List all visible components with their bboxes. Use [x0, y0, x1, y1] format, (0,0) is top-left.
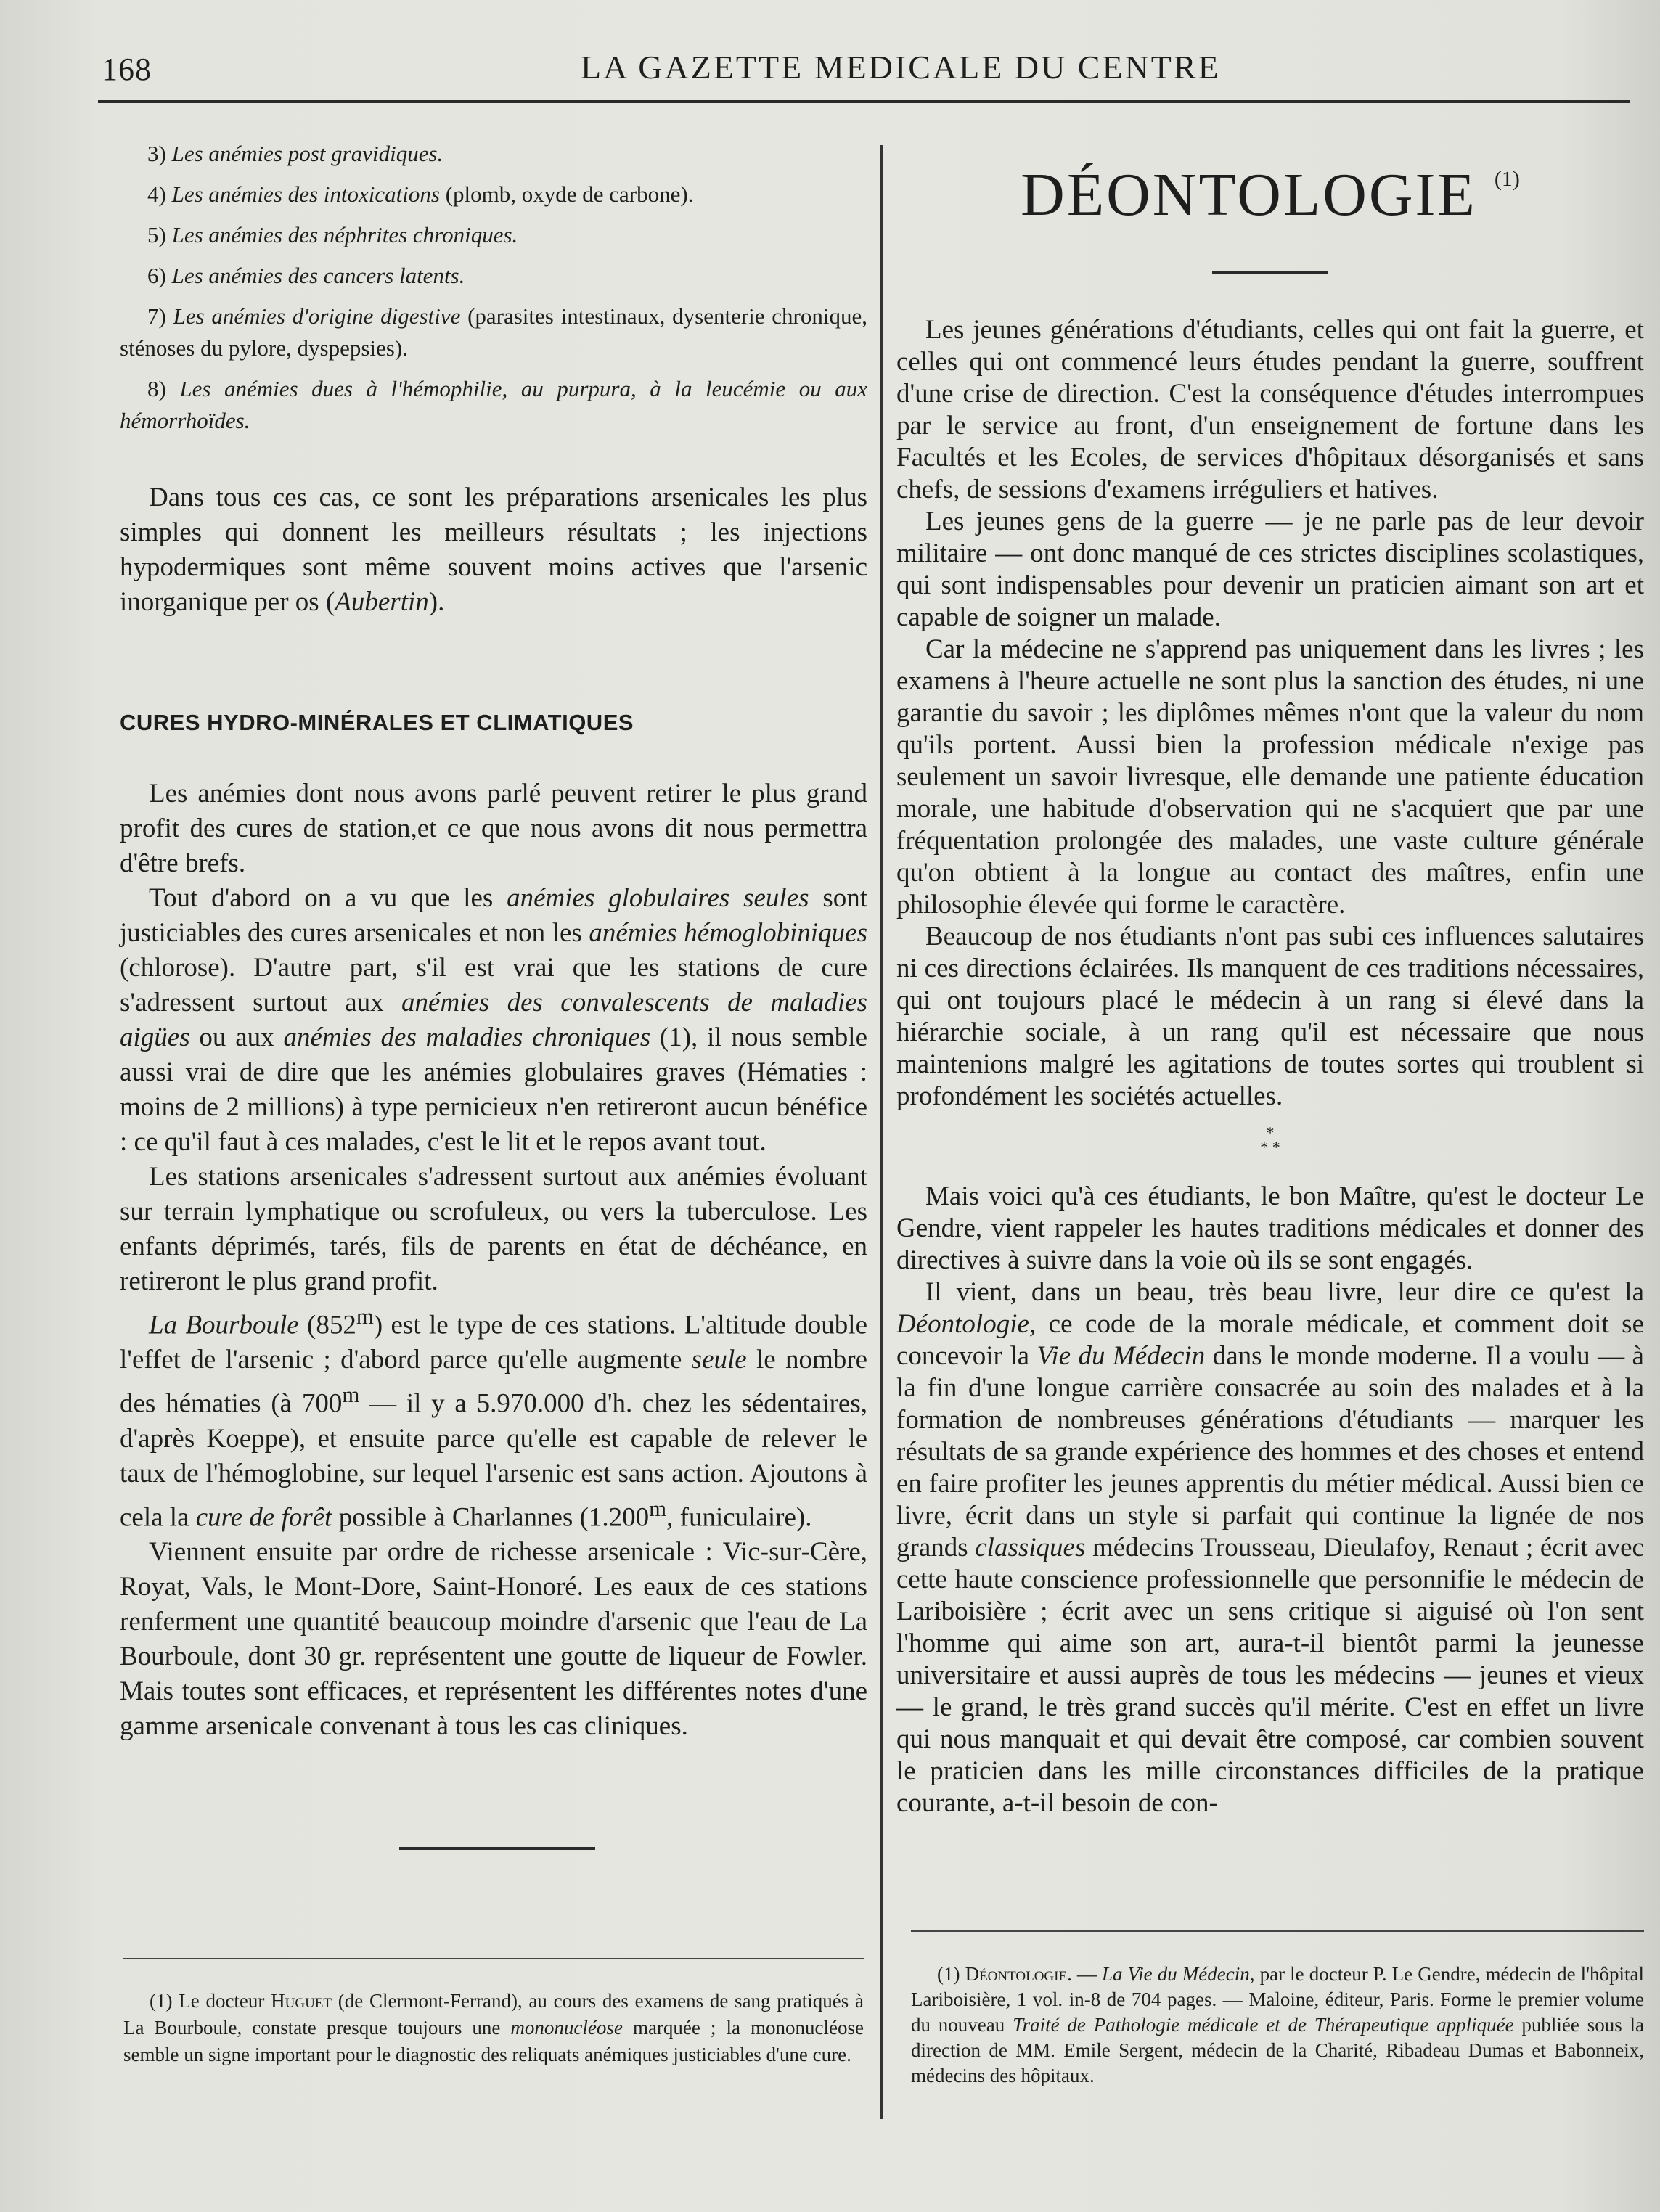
page-header: [102, 38, 1640, 103]
list-item: [120, 138, 867, 170]
section-heading: CURES HYDRO-MINÉRALES ET CLIMATIQUES: [120, 710, 634, 735]
list-text: Les anémies d'origine digestive: [173, 303, 461, 329]
author-name: Aubertin: [335, 587, 429, 617]
paragraph: Les jeunes générations d'étudiants, celles qui ont fait la guerre, et celles qui ont commencé leurs études pendant la guerre, souffrent d'une crise de direction. C'est la conséquence d'études interrompues par le service au front, d'un enseignement de fortune dans les Facultés et les Ecoles, de services d'hôpitaux désorganisés et sans chefs, de sessions d'examens irréguliers et hatives.: [896, 315, 1644, 505]
title-footnote-marker: (1): [1494, 167, 1520, 191]
list-text: Les anémies des cancers latents.: [171, 263, 465, 288]
list-item: [120, 260, 867, 292]
list-number: 4): [147, 181, 166, 207]
header-rule: [98, 100, 1630, 103]
section-break-asterisks: [896, 1123, 1644, 1157]
footnote-rule: [123, 1958, 864, 1959]
list-number: 5): [147, 222, 166, 247]
running-title: LA GAZETTE MEDICALE DU CENTRE: [581, 49, 1221, 86]
footnote-right: (1) Déontologie. — La Vie du Médecin, par le docteur P. Le Gendre, médecin de l'hôpital Lariboisière, 1 vol. in-8 de 704 pages. — Maloine, éditeur, Paris. Forme le premier volume du nouveau Traité de Pathologie médicale et de Thérapeutique appliquée publiée sous la direction de MM. Emile Sergent, médecin de la Charité, Ribadeau Dumas et Babonneix, médecins des hôpitaux.: [911, 1963, 1645, 2086]
paragraph: Beaucoup de nos étudiants n'ont pas subi ces influences salutaires ni ces directions éclairées. Ils manquent de ces traditions nécessaires, qui ont toujours placé le médecin à un rang si élevé dans la hiérarchie sociale, à un rang qu'il est nécessaire que nous maintenions malgré les agitations de toutes sortes qui troublent si profondément les sociétés actuelles.: [896, 922, 1644, 1112]
column-divider: [880, 145, 883, 2119]
paragraph: Tout d'abord on a vu que les anémies globulaires seules sont justiciables des cures arsenicales et non les anémies hémoglobiniques (chlorose). D'autre part, s'il est vrai que les stations de cure s'adressent surtout aux anémies des convalescents de maladies aigües ou aux anémies des maladies chroniques (1), il nous semble aussi vrai de dire que les anémies globulaires graves (Hématies : moins de 2 millions) à type pernicieux n'en retireront aucun bénéfice : ce qu'il faut à ces malades, c'est le lit et le repos avant tout.: [120, 883, 868, 1157]
anemia-list: [120, 138, 867, 437]
list-item: [120, 219, 867, 251]
list-text-tail: (plomb, oxyde de carbone).: [439, 181, 694, 207]
list-item: [120, 300, 867, 364]
list-number: 3): [147, 141, 166, 166]
article-title: [896, 160, 1644, 230]
list-text: Les anémies des intoxications: [171, 181, 440, 207]
title-text: DÉONTOLOGIE: [1021, 161, 1477, 229]
list-text: Les anémies post gravidiques.: [171, 141, 443, 166]
list-item: [120, 373, 867, 437]
paragraph: Mais voici qu'à ces étudiants, le bon Maître, qu'est le docteur Le Gendre, vient rappeler les hautes traditions médicales et donner des directives à suivre dans la voie où ils se sont engagés.: [896, 1181, 1644, 1276]
footnote-rule: [911, 1930, 1644, 1932]
paragraph-arsenic: Dans tous ces cas, ce sont les préparations arsenicales les plus simples qui donnent les meilleurs résultats ; les injections hypodermiques sont même souvent moins actives que l'arsenic inorganique per os (Aubertin).: [120, 483, 867, 617]
list-number: 7): [147, 303, 166, 329]
paragraph: La Bourboule (852$^m$) est le type de ces stations. L'altitude double l'effet de l'arsenic ; d'abord parce qu'elle augmente seule le nombre des hématies (à 700$^m$ — il y a 5.970.000 d'h. chez les sédentaires, d'après Koeppe), et ensuite parce qu'elle est capable de relever le taux de l'hémoglobine, sur lequel l'arsenic est sans action. Ajoutons à cela la cure de forêt possible à Charlannes (1.200$^m$, funiculaire).: [120, 1304, 868, 1532]
page-number: 168: [102, 52, 152, 87]
list-text: Les anémies des néphrites chroniques.: [171, 222, 518, 247]
paragraph: Les stations arsenicales s'adressent surtout aux anémies évoluant sur terrain lymphatique ou scrofuleux, ou vers la tuberculose. Les enfants déprimés, tarés, fils de parents en état de déchéance, en retireront le plus grand profit.: [120, 1162, 867, 1296]
list-number: 6): [147, 263, 166, 288]
asterisk-top: *: [1266, 1123, 1275, 1142]
list-item: [120, 179, 867, 210]
left-column: [120, 138, 867, 1744]
section-end-rule: [399, 1847, 595, 1850]
paragraph: Viennent ensuite par ordre de richesse arsenicale : Vic-sur-Cère, Royat, Vals, le Mont-Dore, Saint-Honoré. Les eaux de ces stations renferment une quantité beaucoup moindre d'arsenic que l'eau de La Bourboule, dont 30 gr. représentent une goutte de liqueur de Fowler. Mais toutes sont efficaces, et représentent les différentes notes d'une gamme arsenicale convenant à tous les cas cliniques.: [120, 1536, 867, 1741]
paragraph: Les jeunes gens de la guerre — je ne parle pas de leur devoir militaire — ont donc manqué de ces strictes disciplines scolastiques, qui sont indispensables pour devenir un praticien aimant son art et capable de soigner un malade.: [896, 507, 1644, 633]
right-column: [896, 145, 1644, 1819]
list-text-tail: (parasites intestinaux, dysenterie chronique, sténoses du pylore, dyspepsies).: [120, 303, 867, 361]
title-rule: [1212, 271, 1328, 274]
list-text: Les anémies dues à l'hémophilie, au purpura, à la leucémie ou aux hémorrhoïdes.: [120, 376, 867, 433]
list-number: 8): [147, 376, 166, 401]
asterisk-bottom: * *: [1260, 1138, 1280, 1157]
footnote-left: (1) Le docteur Huguet (de Clermont-Ferrand), au cours des examens de sang pratiqués à La Bourboule, constate presque toujours une mononucléose marquée ; la mononucléose semble un signe important pour le diagnostic des reliquats anémiques justiciables d'une cure.: [123, 1990, 864, 2065]
paragraph: Les anémies dont nous avons parlé peuvent retirer le plus grand profit des cures de station,et ce que nous avons dit nous permettra d'être brefs.: [120, 779, 867, 878]
paragraph: Car la médecine ne s'apprend pas uniquement dans les livres ; les examens à l'heure actuelle ne sont plus la sanction des études, ni une garantie du savoir ; les diplômes mêmes n'ont que la valeur du nom qu'ils portent. Aussi bien la profession médicale n'exige pas seulement un savoir livresque, elle demande une patiente éducation morale, une habitude d'observation qui ne s'acquiert que par une fréquentation prolongée des malades, une vaste culture générale qu'on obtient à la longue au contact des maîtres, enfin une philosophie élevée qui forme le caractère.: [896, 634, 1644, 920]
paragraph: Il vient, dans un beau, très beau livre, leur dire ce qu'est la Déontologie, ce code de la morale médicale, et comment doit se concevoir la Vie du Médecin dans le monde moderne. Il a voulu — à la fin d'une longue carrière consacrée au soin des malades et à la formation de nombreuses générations d'étudiants — marquer les résultats de sa grande expérience des hommes et des choses et entend en faire profiter les jeunes apprentis du métier médical. Aussi bien ce livre, écrit dans un style si parfait qui continue la lignée de nos grands classiques médecins Trousseau, Dieulafoy, Renaut ; écrit avec cette haute conscience professionnelle que personnifie le médecin de Lariboisière ; écrit avec un sens critique si aiguisé où l'on sent l'homme qui aime son art, aura-t-il bientôt parmi la jeunesse universitaire et aussi auprès de tous les médecins — jeunes et vieux — le grand, le très grand succès qu'il mérite. C'est en effet un livre qui nous manquait et qui devait être composé, car combien souvent le praticien dans les mille circonstances difficiles de la pratique courante, a-t-il besoin de con-: [896, 1277, 1644, 1819]
